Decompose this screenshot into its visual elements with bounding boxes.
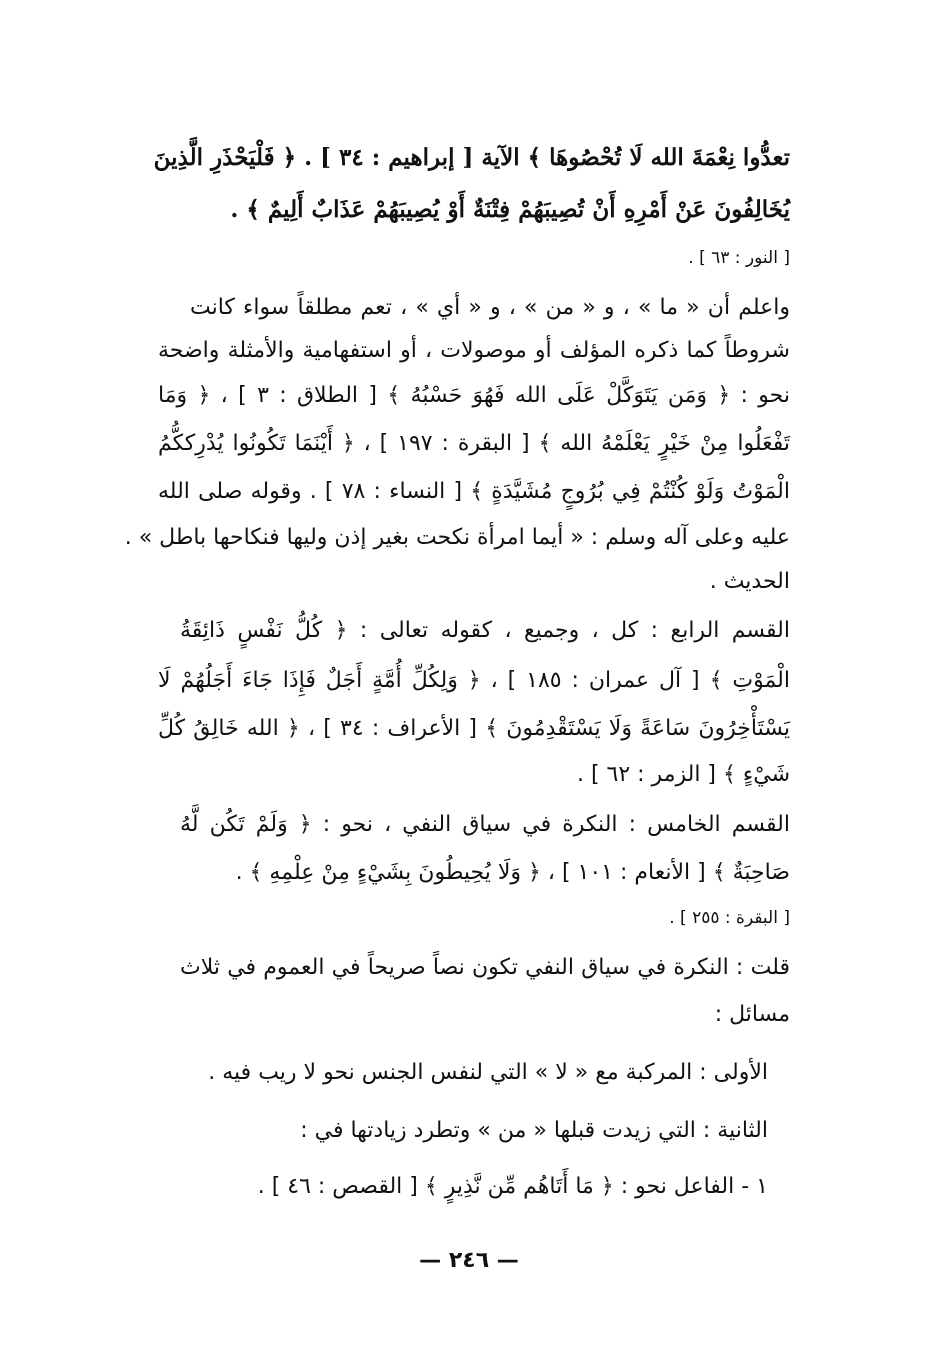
text-line-5: شروطاً كما ذكره المؤلف أو موصولات ، أو استفهامية والأمثلة واضحة <box>158 338 790 363</box>
text-line-11: القسم الرابع : كل ، وجميع ، كقوله تعالى : ﴿ كُلُّ نَفْسٍ ذَائِقَةُ <box>180 618 790 643</box>
text-line-8: الْمَوْتُ وَلَوْ كُنْتُمْ فِي بُرُوجٍ مُشَيَّدَةٍ ﴾ [ النساء : ٧٨ ] . وقوله صلى الله <box>158 479 790 504</box>
text-line-1: تعدُّوا نِعْمَةَ الله لَا تُحْصُوهَا ﴾ الآية [ إبراهيم : ٣٤ ] . ﴿ فَلْيَحْذَرِ الَّذِينَ <box>153 144 790 171</box>
text-line-20: الأولى : المركبة مع « لا » التي لنفس الجنس نحو لا ريب فيه . <box>208 1060 768 1085</box>
text-line-17: [ البقرة : ٢٥٥ ] . <box>669 908 790 928</box>
text-line-7: تَفْعَلُوا مِنْ خَيْرٍ يَعْلَمْهُ الله ﴾ [ البقرة : ١٩٧ ] ، ﴿ أَيْنَمَا تَكُونُوا يُدْرِككُّمُ <box>158 431 790 456</box>
text-line-22: ١ - الفاعل نحو : ﴿ مَا أَتَاهُم مِّن نَّذِيرٍ ﴾ [ القصص : ٤٦ ] . <box>257 1174 768 1199</box>
text-line-6: نحو : ﴿ وَمَن يَتَوَكَّلْ عَلَى الله فَهُوَ حَسْبُهُ ﴾ [ الطلاق : ٣ ] ، ﴿ وَمَا <box>158 383 790 408</box>
text-line-16: صَاحِبَةٌ ﴾ [ الأنعام : ١٠١ ] ، ﴿ وَلَا يُحِيطُونَ بِشَيْءٍ مِنْ عِلْمِهِ ﴾ . <box>235 860 790 885</box>
text-line-15: القسم الخامس : النكرة في سياق النفي ، نحو : ﴿ وَلَمْ تَكُن لَّهُ <box>180 812 790 837</box>
text-line-2: يُخَالِفُونَ عَنْ أَمْرِهِ أَنْ تُصِيبَهُمْ فِتْنَةٌ أَوْ يُصِيبَهُمْ عَذَابٌ أَلِيمٌ ﴾ . <box>230 196 790 223</box>
text-line-21: الثانية : التي زيدت قبلها « من » وتطرد زيادتها في : <box>300 1118 768 1143</box>
text-line-10: الحديث . <box>709 569 790 594</box>
text-line-12: الْمَوْتِ ﴾ [ آل عمران : ١٨٥ ] ، ﴿ وَلِكُلِّ أُمَّةٍ أَجَلٌ فَإِذَا جَاءَ أَجَلُهُمْ لَا <box>158 668 790 693</box>
text-line-4: واعلم أن « ما » ، و « من » ، و « أي » ، تعم مطلقاً سواء كانت <box>190 295 790 320</box>
page-number: — ٢٤٦ — <box>419 1248 519 1273</box>
text-line-13: يَسْتَأْخِرُونَ سَاعَةً وَلَا يَسْتَقْدِمُونَ ﴾ [ الأعراف : ٣٤ ] ، ﴿ الله خَالِقُ كُلِّ <box>158 716 790 741</box>
text-line-14: شَيْءٍ ﴾ [ الزمر : ٦٢ ] . <box>576 762 790 787</box>
text-line-19: مسائل : <box>714 1002 790 1027</box>
text-line-9: عليه وعلى آله وسلم : « أيما امرأة نكحت بغير إذن وليها فنكاحها باطل » . <box>124 525 790 550</box>
text-line-18: قلت : النكرة في سياق النفي تكون نصاً صريحاً في العموم في ثلاث <box>180 955 790 980</box>
text-line-3: [ النور : ٦٣ ] . <box>688 248 790 268</box>
